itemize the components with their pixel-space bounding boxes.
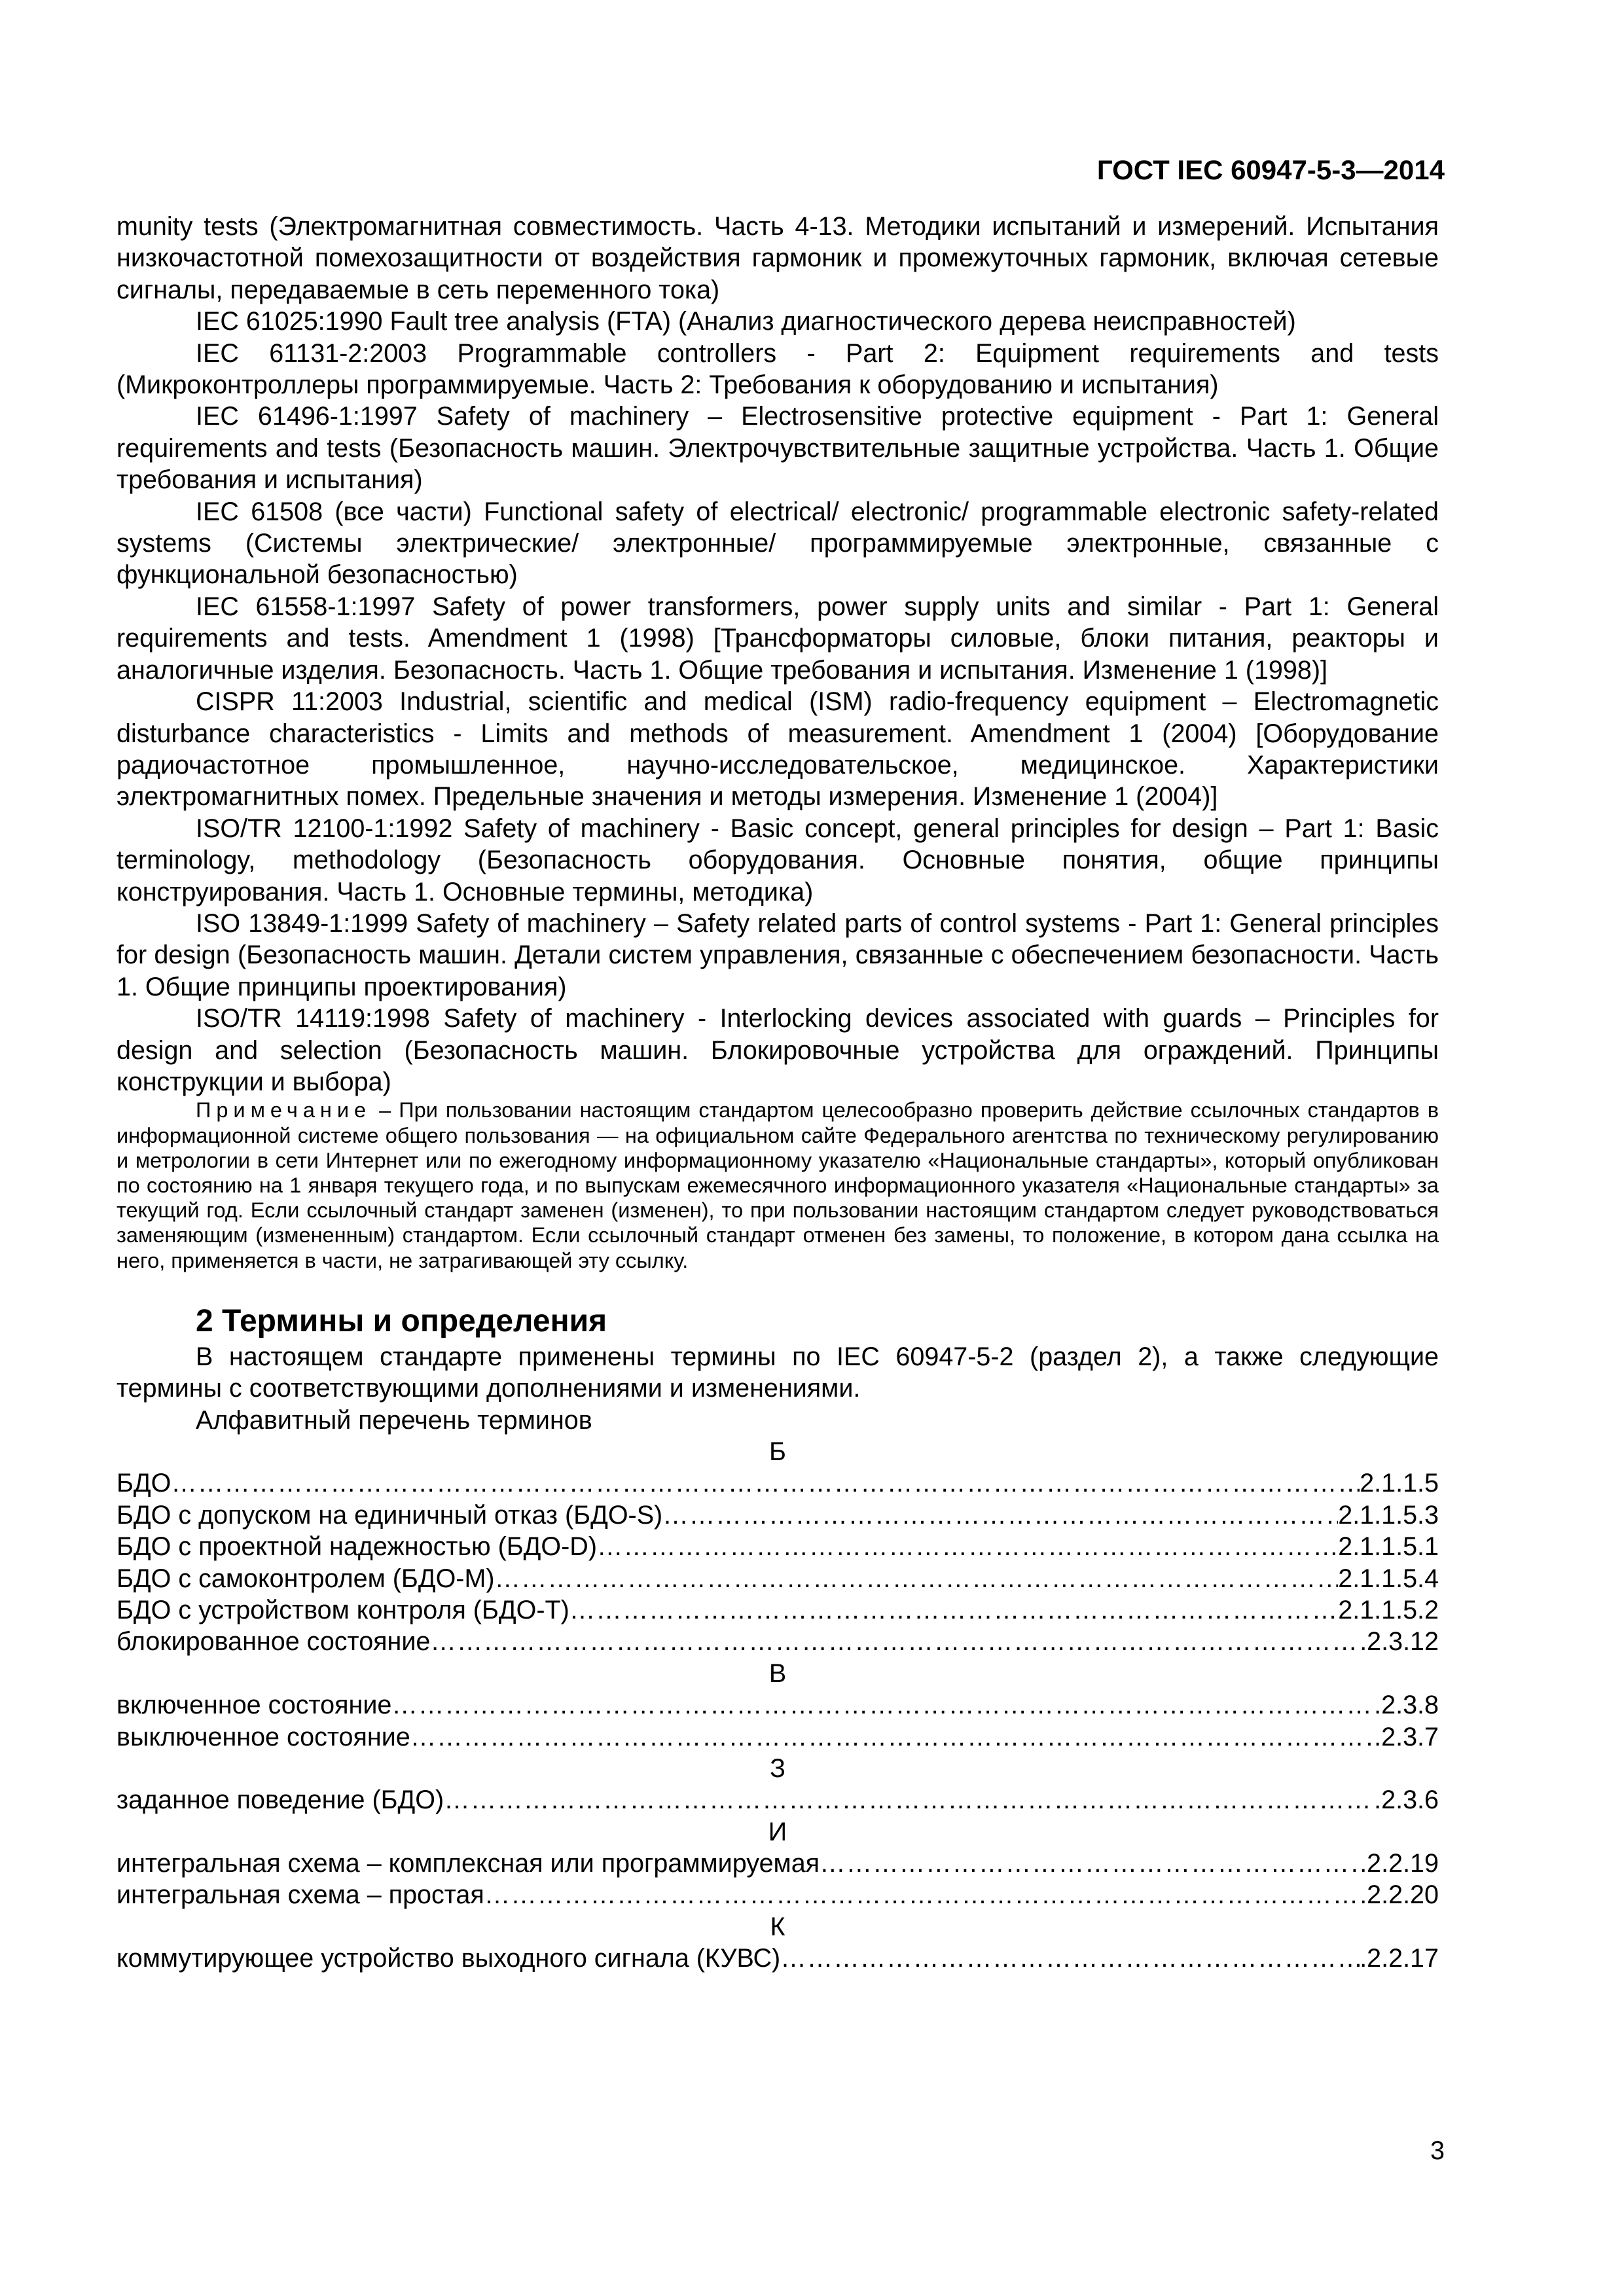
index-clause: .2.2.20 (1360, 1880, 1439, 1910)
leader-dots (780, 1943, 1360, 1974)
leader-dots (495, 1563, 1339, 1594)
index-entry (117, 1499, 1439, 1531)
index-term: БДО с устройством контроля (БДО-Т) (117, 1595, 569, 1624)
reference-iec-61496-1: IEC 61496-1:1997 Safety of machinery – Electrosensitive protective equipment - Part 1: General requirements and tests (Безопасность машин. Электрочувствительные защитные устройства. Часть 1. Общие требования и испытания) (117, 402, 1439, 495)
index-term: БДО с допуском на единичный отказ (БДО-S) (117, 1500, 663, 1530)
index-clause: 2.1.1.5.1 (1338, 1532, 1439, 1562)
index-term: заданное поведение (БДО) (117, 1785, 444, 1815)
index-letter: И (768, 1817, 787, 1846)
leader-dots (444, 1784, 1374, 1816)
index-term: БДО с самоконтролем (БДО-М) (117, 1564, 495, 1593)
reference-iec-61131-2: IEC 61131-2:2003 Programmable controllers - Part 2: Equipment requirements and tests (Микроконтроллеры программируемые. Часть 2: Требования к оборудованию и испытания) (117, 338, 1439, 400)
leader-dots (171, 1467, 1360, 1499)
reference-iso-tr-14119: ISO/TR 14119:1998 Safety of machinery - Interlocking devices associated with guards – Principles for design and selection (Безопасность машин. Блокировочные устройства для ограждений. Принципы конструкции и выбора) (117, 1004, 1439, 1096)
index-clause: .2.3.6 (1374, 1785, 1439, 1815)
note-paragraph (117, 1098, 1439, 1272)
index-clause: 2.1.1.5.3 (1338, 1500, 1439, 1530)
standard-code-header: ГОСТ IEC 60947-5-3—2014 (1096, 154, 1445, 185)
reference-iec-61025: IEC 61025:1990 Fault tree analysis (FTA) (Анализ диагностического дерева неисправностей) (196, 307, 1296, 336)
index-entry (117, 1594, 1439, 1626)
leader-dots (820, 1848, 1360, 1879)
index-entry (117, 1626, 1439, 1657)
index-term: коммутирующее устройство выходного сигнала (КУВС) (117, 1944, 781, 1973)
index-clause: 2.1.1.5 (1360, 1469, 1439, 1498)
reference-iso-tr-12100-1: ISO/TR 12100-1:1992 Safety of machinery - Basic concept, general principles for design – Part 1: Basic terminology, methodology (Безопасность оборудования. Основные понятия, общие принципы конструирования. Часть 1. Основные термины, методика) (117, 814, 1439, 906)
index-title: Алфавитный перечень терминов (196, 1405, 592, 1435)
leader-dots (569, 1594, 1338, 1626)
index-clause: 2.1.1.5.4 (1338, 1564, 1439, 1593)
section-heading: 2 Термины и определения (196, 1303, 607, 1338)
index-letter: З (770, 1753, 785, 1783)
page-number: 3 (1430, 2136, 1445, 2165)
leader-dots (410, 1721, 1374, 1753)
index-term: блокированное состояние (117, 1627, 431, 1657)
index-clause: 2.1.1.5.2 (1338, 1595, 1439, 1624)
index-entry (117, 1531, 1439, 1562)
leader-dots (662, 1499, 1338, 1531)
index-term: БДО с проектной надежностью (БДО-D) (117, 1532, 597, 1562)
index-entry (117, 1467, 1439, 1499)
index-entry (117, 1943, 1439, 1974)
index-term: интегральная схема – комплексная или программируемая (117, 1849, 820, 1878)
leader-dots (597, 1531, 1338, 1562)
leader-dots (484, 1879, 1360, 1910)
reference-continuation: munity tests (Электромагнитная совместимость. Часть 4-13. Методики испытаний и измерений. Испытания низкочастотной помехозащитности от воздействия гармоник и промежуточных гармоник, включая сетевые сигналы, передаваемые в сеть переменного тока) (117, 212, 1439, 304)
index-entry (117, 1689, 1439, 1721)
page-body (117, 211, 1439, 1975)
index-term: БДО (117, 1469, 171, 1498)
index-clause: .2.2.17 (1360, 1944, 1439, 1973)
index-letter: В (768, 1659, 787, 1688)
reference-iec-61558-1: IEC 61558-1:1997 Safety of power transformers, power supply units and similar - Part 1: General requirements and tests. Amendment 1 (1998) [Трансформаторы силовые, блоки питания, реакторы и аналогичные изделия. Безопасность. Часть 1. Общие требования и испытания. Изменение 1 (1998)] (117, 592, 1439, 685)
index-term: выключенное состояние (117, 1722, 410, 1751)
leader-dots (391, 1689, 1374, 1721)
alphabetical-term-index (117, 1436, 1439, 1975)
reference-iso-13849-1: ISO 13849-1:1999 Safety of machinery – Safety related parts of control systems - Part 1: General principles for design (Безопасность машин. Детали систем управления, связанные с обеспечением безопасности. Часть 1. Общие принципы проектирования) (117, 908, 1439, 1001)
reference-cispr-11: CISPR 11:2003 Industrial, scientific and medical (ISM) radio-frequency equipment – Electromagnetic disturbance characteristics - Limits and methods of measurement. Amendment 1 (2004) [Оборудование радиочастотное промышленное, научно-исследовательское, медицинское. Характеристики электромагнитных помех. Предельные значения и методы измерения. Изменение 1 (2004)] (117, 687, 1439, 812)
index-entry (117, 1784, 1439, 1816)
index-letter: Б (769, 1437, 786, 1467)
index-clause: .2.3.12 (1360, 1627, 1439, 1657)
note-label: Примечание (196, 1098, 372, 1122)
index-term: включенное состояние (117, 1691, 392, 1720)
index-entry (117, 1848, 1439, 1879)
index-term: интегральная схема – простая (117, 1880, 484, 1910)
index-clause: .2.3.8 (1374, 1691, 1439, 1720)
note-text: – При пользовании настоящим стандартом целесообразно проверить действие ссылочных стандартов в информационной системе общего пользования — на официальном сайте Федерального агентства по техническому регулированию и метрологии в сети Интернет или по ежегодному информационному указателю «Национальные стандарты», который опубликован по состоянию на 1 января текущего года, и по выпускам ежемесячного информационного указателя «Национальные стандарты» за текущий год. Если ссылочный стандарт заменен (изменен), то при пользовании настоящим стандартом следует руководствоваться заменяющим (измененным) стандартом. Если ссылочный стандарт отменен без замены, то положение, в котором дана ссылка на него, применяется в части, не затрагивающей эту ссылку. (117, 1098, 1439, 1272)
section-intro: В настоящем стандарте применены термины по IEC 60947-5-2 (раздел 2), а также следующие термины с соответствующими дополнениями и изменениями. (117, 1342, 1439, 1403)
index-clause: .2.2.19 (1360, 1849, 1439, 1878)
leader-dots (430, 1626, 1360, 1657)
index-entry (117, 1563, 1439, 1594)
index-letter: К (770, 1912, 785, 1941)
index-clause: .2.3.7 (1374, 1722, 1439, 1751)
reference-iec-61508: IEC 61508 (все части) Functional safety of electrical/ electronic/ programmable electronic safety-related systems (Системы электрические/ электронные/ программируемые электронные, связанные с функциональной безопасностью) (117, 497, 1439, 590)
index-entry (117, 1721, 1439, 1753)
index-entry (117, 1879, 1439, 1910)
